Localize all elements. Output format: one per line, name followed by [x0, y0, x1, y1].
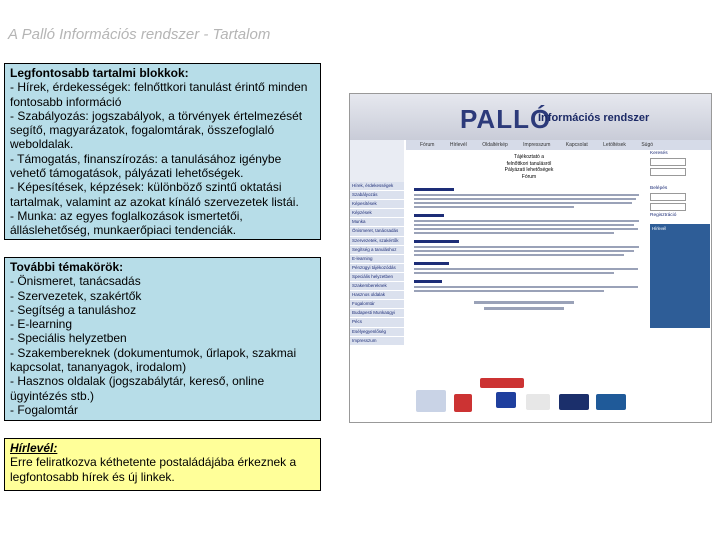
main-blocks-line: - Hírek, érdekességek: felnőttkori tanulást érintő minden — [10, 80, 308, 95]
further-topics-line: ügyintézés stb.) — [10, 388, 95, 403]
further-topics-line: - Fogalomtár — [10, 402, 79, 417]
eu-flag-logo — [496, 392, 516, 408]
partner-logo — [596, 394, 626, 410]
menu-item[interactable]: Budapesti Munkaügyi — [350, 309, 404, 318]
menu-item[interactable]: Impresszum — [350, 337, 404, 346]
newsletter-panel — [650, 224, 710, 328]
menu-item[interactable]: Szabályozás — [350, 191, 404, 200]
nav-item[interactable]: Impresszum — [523, 142, 551, 148]
newsletter-panel-title: Hírlevél — [652, 226, 667, 231]
nav-item[interactable]: Hírlevél — [449, 142, 467, 148]
right-label: Belépés — [650, 186, 668, 191]
menu-item[interactable]: Önismeret, tanácsadás — [350, 227, 404, 236]
hungary-logo — [480, 378, 524, 388]
further-topics-line: - Hasznos oldalak (jogszabálytár, kereső, online — [10, 374, 265, 389]
register-link[interactable]: Regisztráció — [650, 213, 677, 218]
nav-item[interactable]: Súgó — [641, 142, 654, 148]
main-blocks-line: segítő, magyarázatok, fogalomtárak, összefoglaló — [10, 123, 275, 138]
main-blocks-line: weboldalak. — [10, 137, 74, 152]
further-topics-box — [4, 257, 321, 421]
main-title-line: Tájékoztató a — [513, 154, 545, 160]
menu-item[interactable]: Képesítések — [350, 200, 404, 209]
mfk-logo — [416, 390, 446, 412]
menu-item[interactable]: Speciális helyzetben — [350, 273, 404, 282]
menu-item[interactable]: Segítség a tanuláshoz — [350, 246, 404, 255]
main-blocks-heading: Legfontosabb tartalmi blokkok: — [10, 66, 189, 80]
search-input[interactable] — [650, 168, 686, 176]
menu-item[interactable]: Képzések — [350, 209, 404, 218]
newsletter-line: legfontosabb hírek és új linkek. — [10, 469, 175, 484]
login-field[interactable] — [650, 203, 686, 211]
website-navbar — [406, 140, 712, 150]
nav-item[interactable]: Fórum — [420, 142, 435, 148]
right-label: Keresés — [650, 151, 668, 156]
newsletter-line: Erre feliratkozva kéthetente postaládájába érkeznek a — [10, 455, 297, 470]
website-left-strip — [350, 140, 404, 182]
menu-item[interactable]: Esélyegyenlőség — [350, 328, 404, 337]
newsletter-heading: Hírlevél: — [10, 441, 58, 455]
mkik-logo — [454, 394, 472, 412]
nav-item[interactable]: Oldaltérkép — [482, 142, 508, 148]
further-topics-line: - Szervezetek, szakértők — [10, 288, 142, 303]
main-blocks-line: - Képesítések, képzések: különböző szintű oktatási — [10, 180, 282, 195]
main-blocks-line: - Támogatás, finanszírozás: a tanulásához igénybe — [10, 151, 282, 166]
partner-logo — [526, 394, 550, 410]
search-input[interactable] — [650, 158, 686, 166]
further-topics-line: kapcsolat, tananyagok, irodalom) — [10, 360, 187, 375]
pallo-logo: PALLÓ — [460, 104, 552, 134]
website-text-placeholder — [414, 186, 644, 356]
menu-item[interactable]: Hasznos oldalak — [350, 291, 404, 300]
further-topics-line: - Önismeret, tanácsadás — [10, 274, 141, 289]
pallo-website-screenshot — [349, 93, 712, 423]
menu-item[interactable]: Hírek, érdekességek — [350, 182, 404, 191]
main-blocks-line: tartalmak, valamint az azokat kínáló szervezetek listái. — [10, 194, 299, 209]
menu-item[interactable]: E-learning — [350, 255, 404, 264]
main-title-line: felnőttkori tanulásról — [506, 160, 552, 167]
main-blocks-line: vehető támogatások, pályázati lehetőségek. — [10, 166, 244, 181]
main-blocks-line: fontosabb információ — [10, 94, 122, 109]
website-right-column — [650, 151, 710, 421]
menu-item[interactable]: Fogalomtár — [350, 300, 404, 309]
further-topics-line: - Szakembereknek (dokumentumok, űrlapok, szakmai — [10, 345, 297, 360]
main-title-line: Fórum — [521, 173, 537, 180]
further-topics-line: - E-learning — [10, 317, 73, 332]
main-title-line: Pályázati lehetőségek — [504, 167, 554, 173]
pallo-logo-subtitle: Információs rendszer — [538, 112, 650, 124]
website-header — [350, 94, 711, 140]
main-blocks-line: - Munka: az egyes foglalkozások ismertetői, — [10, 208, 243, 223]
main-blocks-line: álláslehetőség, munkaerőpiaci tendenciák. — [10, 223, 237, 238]
further-topics-line: - Speciális helyzetben — [10, 331, 127, 346]
nav-item[interactable]: Kapcsolat — [565, 142, 588, 148]
sponsor-logos — [414, 372, 644, 422]
partner-logo — [559, 394, 589, 410]
menu-item[interactable]: Szervezetek, szakértők — [350, 237, 404, 246]
slide-title: A Palló Információs rendszer - Tartalom — [8, 26, 271, 43]
login-field[interactable] — [650, 193, 686, 201]
nav-item[interactable]: Letöltések — [603, 142, 626, 148]
further-topics-line: - Segítség a tanuláshoz — [10, 302, 137, 317]
website-left-menu — [350, 182, 404, 346]
main-blocks-line: - Szabályozás: jogszabályok, a törvények értelmezését — [10, 108, 303, 123]
menu-item[interactable]: Munka — [350, 218, 404, 227]
menu-item[interactable]: Szakembereknek — [350, 282, 404, 291]
menu-item[interactable]: Pécs — [350, 318, 404, 327]
website-main-title — [414, 154, 644, 180]
menu-item[interactable]: Pénzügyi tájékozódás — [350, 264, 404, 273]
newsletter-box — [4, 438, 321, 491]
main-content-blocks-box — [4, 63, 321, 240]
further-topics-heading: További témakörök: — [10, 260, 124, 274]
